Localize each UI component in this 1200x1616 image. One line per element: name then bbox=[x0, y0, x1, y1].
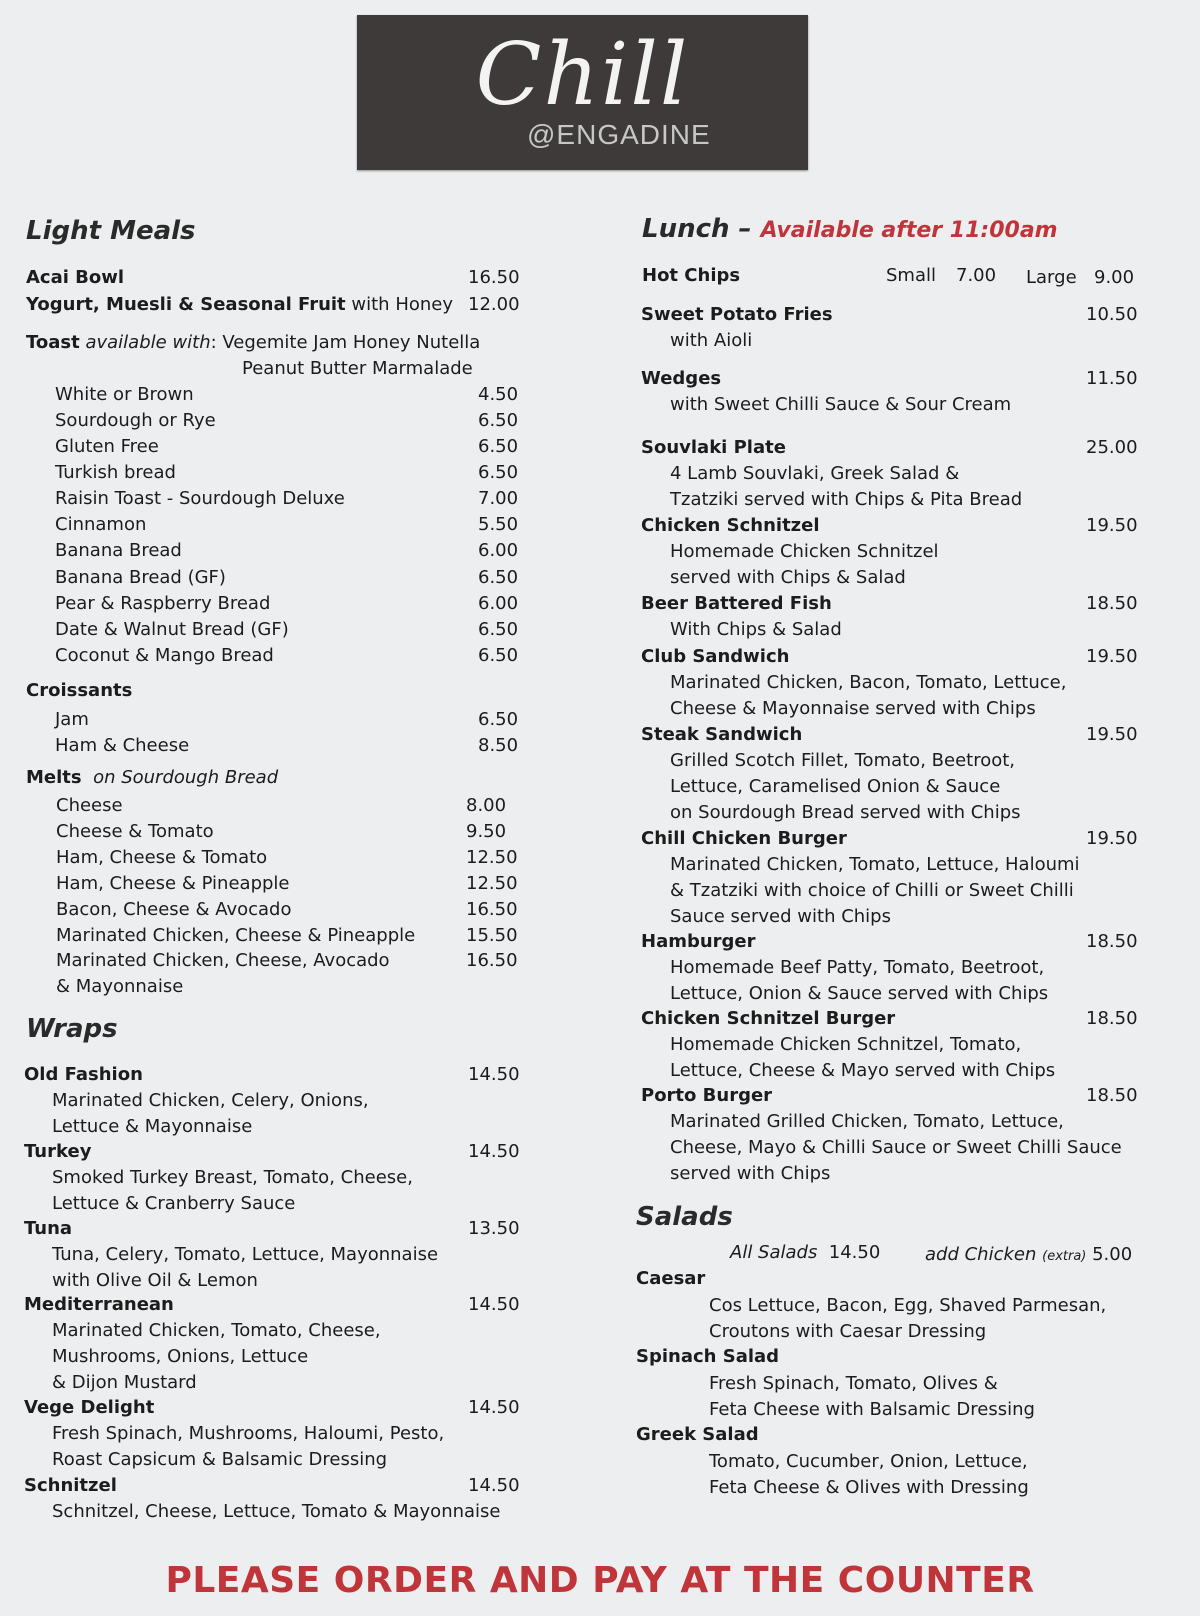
croissant-item-name: Ham & Cheese bbox=[55, 735, 190, 756]
melt-item-price: 12.50 bbox=[466, 873, 518, 894]
lunch-item-description: Grilled Scotch Fillet, Tomato, Beetroot, bbox=[670, 750, 1016, 771]
lunch-title bbox=[642, 214, 1058, 244]
lunch-item-description: Homemade Chicken Schnitzel, Tomato, bbox=[670, 1034, 1022, 1055]
melt-item-name: Ham, Cheese & Pineapple bbox=[56, 873, 290, 894]
toast-avail: available with bbox=[85, 332, 211, 353]
order-notice: PLEASE ORDER AND PAY AT THE COUNTER bbox=[165, 1560, 1035, 1601]
lunch-item-description: Cheese, Mayo & Chilli Sauce or Sweet Chilli Sauce bbox=[670, 1137, 1122, 1158]
lunch-item-name: Club Sandwich bbox=[641, 646, 790, 667]
lunch-item-name: Hamburger bbox=[641, 931, 756, 952]
logo-subtitle: @ENGADINE bbox=[527, 119, 711, 150]
wrap-item-description: Fresh Spinach, Mushrooms, Haloumi, Pesto, bbox=[52, 1423, 445, 1444]
lunch-item-name: Beer Battered Fish bbox=[641, 593, 832, 614]
light-meals-title: Light Meals bbox=[26, 216, 196, 246]
wrap-item-price: 14.50 bbox=[468, 1475, 520, 1496]
wrap-item-price: 14.50 bbox=[468, 1064, 520, 1085]
toast-item-price: 6.00 bbox=[478, 540, 519, 561]
wrap-item-description: Lettuce & Mayonnaise bbox=[52, 1116, 253, 1137]
wrap-item-description: Mushrooms, Onions, Lettuce bbox=[52, 1346, 309, 1367]
wrap-item-description: Lettuce & Cranberry Sauce bbox=[52, 1193, 296, 1214]
wrap-item-description: Tuna, Celery, Tomato, Lettuce, Mayonnaise bbox=[52, 1244, 439, 1265]
lunch-item-description: Sauce served with Chips bbox=[670, 906, 891, 927]
wrap-item-name: Mediterranean bbox=[24, 1294, 174, 1315]
lunch-item-name: Chill Chicken Burger bbox=[641, 828, 847, 849]
lunch-item-price: 18.50 bbox=[1086, 593, 1138, 614]
lunch-item-price: 18.50 bbox=[1086, 931, 1138, 952]
melt-item-name: Ham, Cheese & Tomato bbox=[56, 847, 268, 868]
salad-item-description: Feta Cheese with Balsamic Dressing bbox=[709, 1399, 1035, 1420]
lunch-item-description: served with Chips bbox=[670, 1163, 831, 1184]
toast-item-price: 6.50 bbox=[478, 619, 519, 640]
lunch-item-name: Wedges bbox=[641, 368, 722, 389]
melt-last-line2: & Mayonnaise bbox=[56, 976, 184, 997]
melts-sub: on Sourdough Bread bbox=[93, 767, 279, 788]
lunch-item-description: with Sweet Chilli Sauce & Sour Cream bbox=[670, 394, 1012, 415]
wrap-item-description: with Olive Oil & Lemon bbox=[52, 1270, 258, 1291]
lunch-item-name: Steak Sandwich bbox=[641, 724, 803, 745]
menu-item-name: Acai Bowl bbox=[26, 267, 125, 288]
croissant-item-name: Jam bbox=[55, 709, 89, 730]
wrap-item-name: Schnitzel bbox=[24, 1475, 117, 1496]
melt-item-price: 9.50 bbox=[466, 821, 507, 842]
lunch-availability: Available after 11:00am bbox=[760, 218, 1058, 243]
hot-chips-name: Hot Chips bbox=[642, 265, 741, 286]
lunch-item-price: 18.50 bbox=[1086, 1008, 1138, 1029]
toast-item-name: Cinnamon bbox=[55, 514, 147, 535]
melt-item-price: 16.50 bbox=[466, 950, 518, 971]
salads-all-price: 14.50 bbox=[828, 1242, 881, 1263]
toast-item-name: Gluten Free bbox=[55, 436, 159, 457]
lunch-item-price: 18.50 bbox=[1086, 1085, 1138, 1106]
hot-chips-small: Small bbox=[886, 265, 936, 286]
wrap-item-description: Smoked Turkey Breast, Tomato, Cheese, bbox=[52, 1167, 413, 1188]
toast-item-name: Banana Bread bbox=[55, 540, 182, 561]
lunch-item-description: Lettuce, Cheese & Mayo served with Chips bbox=[670, 1060, 1056, 1081]
salads-add-price: 5.00 bbox=[1092, 1244, 1133, 1265]
wraps-title: Wraps bbox=[26, 1014, 118, 1044]
menu-item-price: 12.00 bbox=[468, 294, 520, 315]
toast-item-name: Coconut & Mango Bread bbox=[55, 645, 274, 666]
menu-item-name bbox=[26, 293, 453, 317]
lunch-item-description: Marinated Chicken, Bacon, Tomato, Lettuce, bbox=[670, 672, 1067, 693]
melt-item-price: 8.00 bbox=[466, 795, 507, 816]
croissant-item-price: 8.50 bbox=[478, 735, 519, 756]
toast-item-name: Banana Bread (GF) bbox=[55, 567, 226, 588]
wrap-item-name: Old Fashion bbox=[24, 1064, 143, 1085]
lunch-item-price: 25.00 bbox=[1086, 437, 1138, 458]
croissant-item-price: 6.50 bbox=[478, 709, 519, 730]
toast-label: Toast bbox=[26, 332, 80, 353]
toast-item-price: 6.50 bbox=[478, 567, 519, 588]
wrap-item-price: 14.50 bbox=[468, 1397, 520, 1418]
lunch-item-price: 19.50 bbox=[1086, 515, 1138, 536]
toast-item-name: Raisin Toast - Sourdough Deluxe bbox=[55, 488, 345, 509]
salad-item-description: Feta Cheese & Olives with Dressing bbox=[709, 1477, 1029, 1498]
menu-item-price: 16.50 bbox=[468, 267, 520, 288]
melt-item-name: Cheese & Tomato bbox=[56, 821, 214, 842]
lunch-item-price: 10.50 bbox=[1086, 304, 1138, 325]
lunch-item-name: Chicken Schnitzel bbox=[641, 515, 820, 536]
toast-item-name: Date & Walnut Bread (GF) bbox=[55, 619, 289, 640]
lunch-item-description: served with Chips & Salad bbox=[670, 567, 906, 588]
lunch-item-price: 11.50 bbox=[1086, 368, 1138, 389]
melts-header bbox=[26, 766, 278, 790]
melt-item-name: Bacon, Cheese & Avocado bbox=[56, 899, 292, 920]
lunch-item-description: Lettuce, Caramelised Onion & Sauce bbox=[670, 776, 1001, 797]
toast-spreads-2: Peanut Butter Marmalade bbox=[242, 358, 473, 379]
wrap-item-name: Turkey bbox=[24, 1141, 92, 1162]
salads-all-label: All Salads bbox=[730, 1242, 818, 1263]
hot-chips-large-price: 9.00 bbox=[1094, 267, 1135, 288]
lunch-item-description: Homemade Beef Patty, Tomato, Beetroot, bbox=[670, 957, 1045, 978]
toast-spreads: : Vegemite Jam Honey Nutella bbox=[210, 332, 481, 353]
wrap-item-price: 13.50 bbox=[468, 1218, 520, 1239]
menu-item-suffix: with Honey bbox=[351, 294, 453, 315]
lunch-item-description: With Chips & Salad bbox=[670, 619, 842, 640]
lunch-item-description: 4 Lamb Souvlaki, Greek Salad & bbox=[670, 463, 960, 484]
lunch-item-description: Homemade Chicken Schnitzel bbox=[670, 541, 939, 562]
logo-script: Chill bbox=[475, 25, 690, 125]
lunch-item-description: with Aioli bbox=[670, 330, 753, 351]
lunch-item-price: 19.50 bbox=[1086, 828, 1138, 849]
salad-item-name: Spinach Salad bbox=[636, 1346, 780, 1367]
toast-item-price: 6.00 bbox=[478, 593, 519, 614]
melts-label: Melts bbox=[26, 767, 82, 788]
lunch-item-name: Porto Burger bbox=[641, 1085, 773, 1106]
salads-add-label: add Chicken bbox=[925, 1244, 1037, 1265]
logo bbox=[357, 15, 808, 170]
toast-item-price: 6.50 bbox=[478, 410, 519, 431]
toast-item-price: 6.50 bbox=[478, 436, 519, 457]
toast-item-name: Pear & Raspberry Bread bbox=[55, 593, 271, 614]
salad-item-name: Greek Salad bbox=[636, 1424, 759, 1445]
toast-item-price: 6.50 bbox=[478, 462, 519, 483]
salads-all bbox=[730, 1241, 880, 1265]
wrap-item-description: Schnitzel, Cheese, Lettuce, Tomato & Mayonnaise bbox=[52, 1501, 501, 1522]
lunch-item-name: Chicken Schnitzel Burger bbox=[641, 1008, 896, 1029]
melt-item-price: 15.50 bbox=[466, 925, 518, 946]
melt-item-name: Marinated Chicken, Cheese & Pineapple bbox=[56, 925, 416, 946]
lunch-item-description: & Tzatziki with choice of Chilli or Sweet Chilli bbox=[670, 880, 1074, 901]
wrap-item-price: 14.50 bbox=[468, 1294, 520, 1315]
salads-title: Salads bbox=[636, 1202, 733, 1232]
toast-header bbox=[26, 331, 480, 355]
melt-item-price: 16.50 bbox=[466, 899, 518, 920]
toast-item-price: 6.50 bbox=[478, 645, 519, 666]
lunch-item-name: Souvlaki Plate bbox=[641, 437, 786, 458]
toast-item-price: 4.50 bbox=[478, 384, 519, 405]
salad-item-description: Croutons with Caesar Dressing bbox=[709, 1321, 987, 1342]
salad-item-description: Tomato, Cucumber, Onion, Lettuce, bbox=[709, 1451, 1028, 1472]
lunch-title-text: Lunch – bbox=[642, 214, 752, 244]
lunch-item-description: on Sourdough Bread served with Chips bbox=[670, 802, 1021, 823]
melt-item-name: Marinated Chicken, Cheese, Avocado bbox=[56, 950, 390, 971]
toast-item-price: 7.00 bbox=[478, 488, 519, 509]
lunch-item-description: Tzatziki served with Chips & Pita Bread bbox=[670, 489, 1023, 510]
lunch-item-price: 19.50 bbox=[1086, 724, 1138, 745]
hot-chips-large: Large bbox=[1026, 267, 1077, 288]
salad-item-description: Fresh Spinach, Tomato, Olives & bbox=[709, 1373, 998, 1394]
wrap-item-price: 14.50 bbox=[468, 1141, 520, 1162]
wrap-item-description: Marinated Chicken, Celery, Onions, bbox=[52, 1090, 369, 1111]
salad-item-description: Cos Lettuce, Bacon, Egg, Shaved Parmesan, bbox=[709, 1295, 1107, 1316]
lunch-item-description: Marinated Grilled Chicken, Tomato, Lettuce, bbox=[670, 1111, 1064, 1132]
salads-add-chicken bbox=[925, 1243, 1132, 1269]
wrap-item-name: Vege Delight bbox=[24, 1397, 155, 1418]
wrap-item-description: Roast Capsicum & Balsamic Dressing bbox=[52, 1449, 388, 1470]
lunch-item-price: 19.50 bbox=[1086, 646, 1138, 667]
toast-item-name: Sourdough or Rye bbox=[55, 410, 216, 431]
lunch-item-description: Marinated Chicken, Tomato, Lettuce, Haloumi bbox=[670, 854, 1080, 875]
croissants-label: Croissants bbox=[26, 680, 133, 701]
melt-item-price: 12.50 bbox=[466, 847, 518, 868]
wrap-item-name: Tuna bbox=[24, 1218, 73, 1239]
lunch-item-description: Cheese & Mayonnaise served with Chips bbox=[670, 698, 1036, 719]
toast-item-name: Turkish bread bbox=[55, 462, 176, 483]
lunch-item-description: Lettuce, Onion & Sauce served with Chips bbox=[670, 983, 1049, 1004]
hot-chips-small-price: 7.00 bbox=[956, 265, 997, 286]
lunch-item-name: Sweet Potato Fries bbox=[641, 304, 833, 325]
toast-item-name: White or Brown bbox=[55, 384, 194, 405]
melt-item-name: Cheese bbox=[56, 795, 123, 816]
toast-item-price: 5.50 bbox=[478, 514, 519, 535]
salads-extra: (extra) bbox=[1042, 1249, 1087, 1264]
salad-item-name: Caesar bbox=[636, 1268, 706, 1289]
menu-item-name-bold: Yogurt, Muesli & Seasonal Fruit bbox=[26, 294, 346, 315]
wrap-item-description: & Dijon Mustard bbox=[52, 1372, 197, 1393]
wrap-item-description: Marinated Chicken, Tomato, Cheese, bbox=[52, 1320, 381, 1341]
